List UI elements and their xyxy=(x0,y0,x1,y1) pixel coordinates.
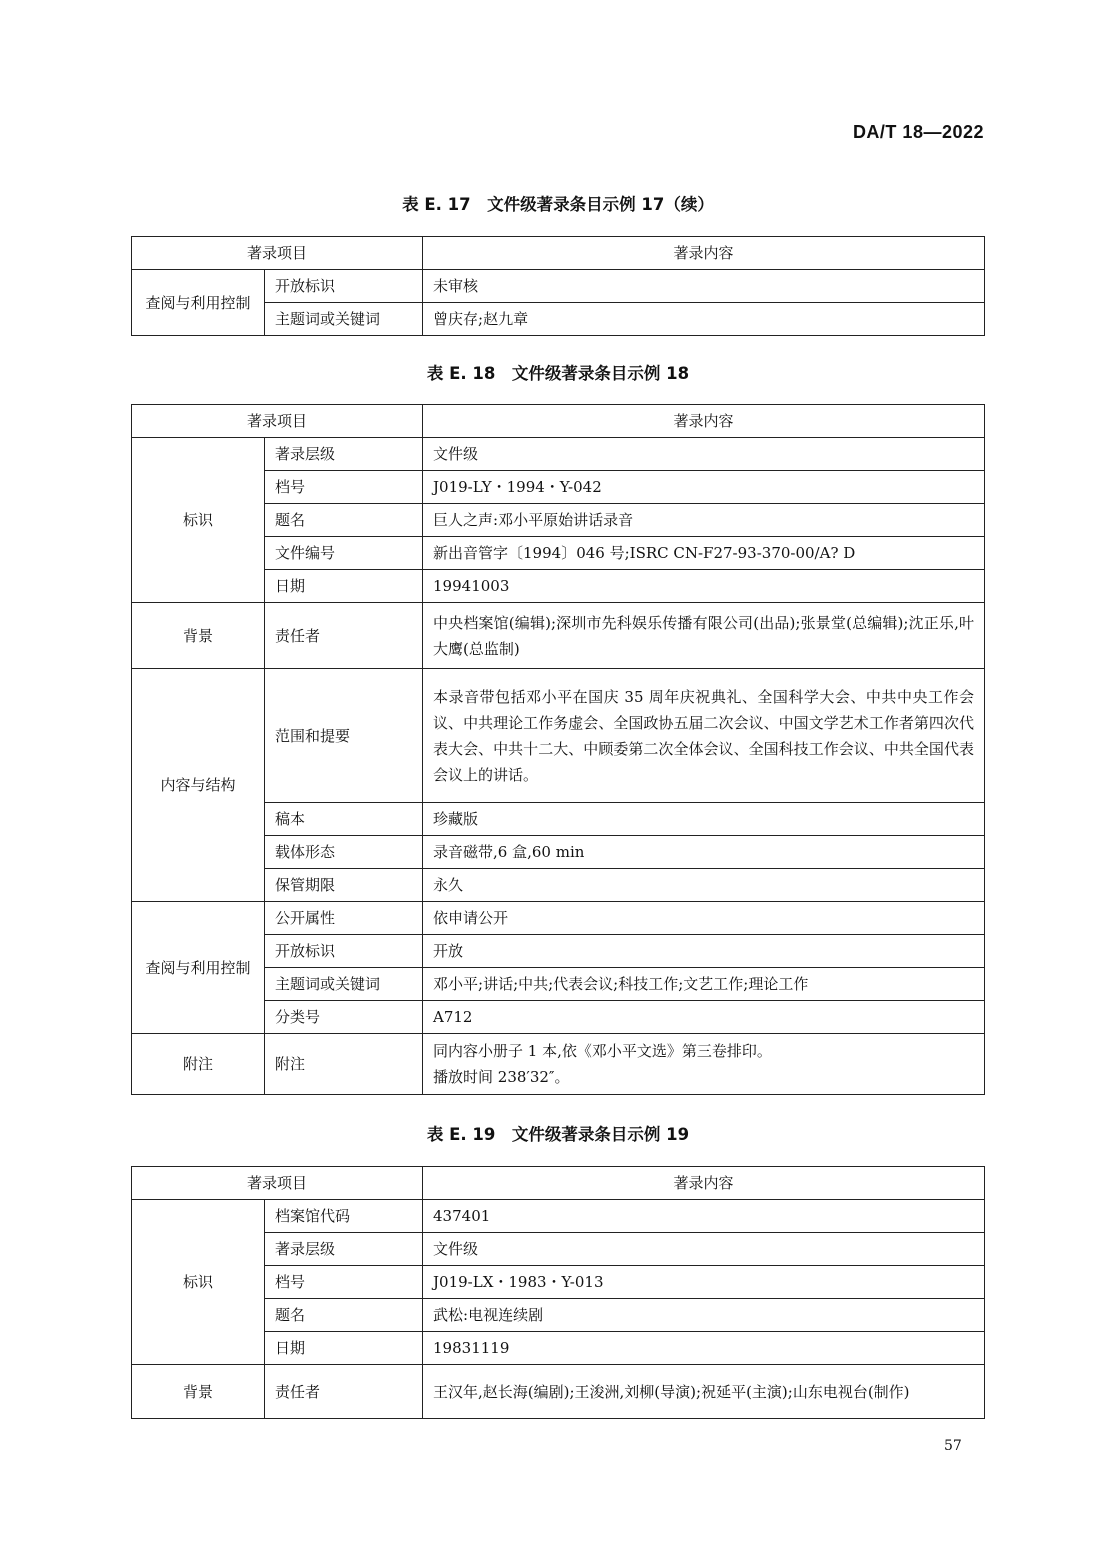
table-title: 表 E. 19 文件级著录条目示例 19 xyxy=(426,1125,690,1144)
item-label: 主题词或关键词 xyxy=(265,303,423,336)
item-label: 题名 xyxy=(265,504,423,537)
group-label: 背景 xyxy=(132,1365,265,1419)
item-label: 题名 xyxy=(265,1299,423,1332)
item-content: 录音磁带,6 盒,60 min xyxy=(423,836,985,869)
item-content: 19831119 xyxy=(423,1332,985,1365)
item-label: 开放标识 xyxy=(265,270,423,303)
page-number: 57 xyxy=(944,1438,962,1454)
item-content: 437401 xyxy=(423,1200,985,1233)
item-content: 文件级 xyxy=(423,1233,985,1266)
item-content: 永久 xyxy=(423,869,985,902)
item-label: 范围和提要 xyxy=(265,669,423,803)
table-title: 表 E. 18 文件级著录条目示例 18 xyxy=(426,364,690,383)
column-header-content: 著录内容 xyxy=(423,1167,985,1200)
record-table xyxy=(131,236,985,336)
group-label: 内容与结构 xyxy=(132,669,265,902)
table-title: 表 E. 17 文件级著录条目示例 17（续） xyxy=(402,195,714,214)
group-label: 附注 xyxy=(132,1034,265,1095)
item-content: J019-LX・1983・Y-013 xyxy=(423,1266,985,1299)
item-label: 著录层级 xyxy=(265,1233,423,1266)
item-content: 开放 xyxy=(423,935,985,968)
group-label: 标识 xyxy=(132,1200,265,1365)
item-label: 责任者 xyxy=(265,603,423,669)
record-table xyxy=(131,404,985,1095)
item-content: J019-LY・1994・Y-042 xyxy=(423,471,985,504)
item-label: 附注 xyxy=(265,1034,423,1095)
document-code: DA/T 18—2022 xyxy=(852,122,984,142)
item-content: 新出音管字〔1994〕046 号;ISRC CN-F27-93-370-00/A? D xyxy=(423,537,985,570)
item-label: 公开属性 xyxy=(265,902,423,935)
item-content: 珍藏版 xyxy=(423,803,985,836)
column-header-content: 著录内容 xyxy=(423,405,985,438)
item-label: 档号 xyxy=(265,471,423,504)
item-content: 文件级 xyxy=(423,438,985,471)
item-content: 曾庆存;赵九章 xyxy=(423,303,985,336)
column-header-item: 著录项目 xyxy=(132,1167,423,1200)
item-label: 稿本 xyxy=(265,803,423,836)
note-line: 同内容小册子 1 本,依《邓小平文选》第三卷排印。 xyxy=(433,1042,772,1060)
item-label: 分类号 xyxy=(265,1001,423,1034)
column-header-item: 著录项目 xyxy=(132,405,423,438)
item-content: 19941003 xyxy=(423,570,985,603)
item-content: 依申请公开 xyxy=(423,902,985,935)
group-label: 标识 xyxy=(132,438,265,603)
item-label: 载体形态 xyxy=(265,836,423,869)
item-label: 档号 xyxy=(265,1266,423,1299)
item-label: 著录层级 xyxy=(265,438,423,471)
item-label: 责任者 xyxy=(265,1365,423,1419)
item-content: A712 xyxy=(423,1001,985,1034)
column-header-content: 著录内容 xyxy=(423,237,985,270)
item-label: 主题词或关键词 xyxy=(265,968,423,1001)
group-label: 背景 xyxy=(132,603,265,669)
item-content: 中央档案馆(编辑);深圳市先科娱乐传播有限公司(出品);张景堂(总编辑);沈正乐,叶大鹰(总监制) xyxy=(423,603,985,669)
column-header-item: 著录项目 xyxy=(132,237,423,270)
item-content: 武松:电视连续剧 xyxy=(423,1299,985,1332)
item-label: 档案馆代码 xyxy=(265,1200,423,1233)
group-label: 查阅与利用控制 xyxy=(132,902,265,1034)
item-content: 未审核 xyxy=(423,270,985,303)
note-line: 播放时间 238′32″。 xyxy=(433,1068,570,1086)
item-content: 本录音带包括邓小平在国庆 35 周年庆祝典礼、全国科学大会、中共中央工作会议、中共理论工作务虚会、全国政协五届二次会议、中国文学艺术工作者第四次代表大会、中共十二大、中顾委第二次全体会议、全国科技工作会议、中共全国代表会议上的讲话。 xyxy=(423,669,985,803)
item-label: 保管期限 xyxy=(265,869,423,902)
item-label: 日期 xyxy=(265,1332,423,1365)
item-content xyxy=(423,1034,985,1095)
item-label: 文件编号 xyxy=(265,537,423,570)
item-content: 巨人之声:邓小平原始讲话录音 xyxy=(423,504,985,537)
item-label: 日期 xyxy=(265,570,423,603)
item-content: 邓小平;讲话;中共;代表会议;科技工作;文艺工作;理论工作 xyxy=(423,968,985,1001)
item-content: 王汉年,赵长海(编剧);王浚洲,刘柳(导演);祝延平(主演);山东电视台(制作) xyxy=(423,1365,985,1419)
item-label: 开放标识 xyxy=(265,935,423,968)
group-label: 查阅与利用控制 xyxy=(132,270,265,336)
record-table xyxy=(131,1166,985,1419)
